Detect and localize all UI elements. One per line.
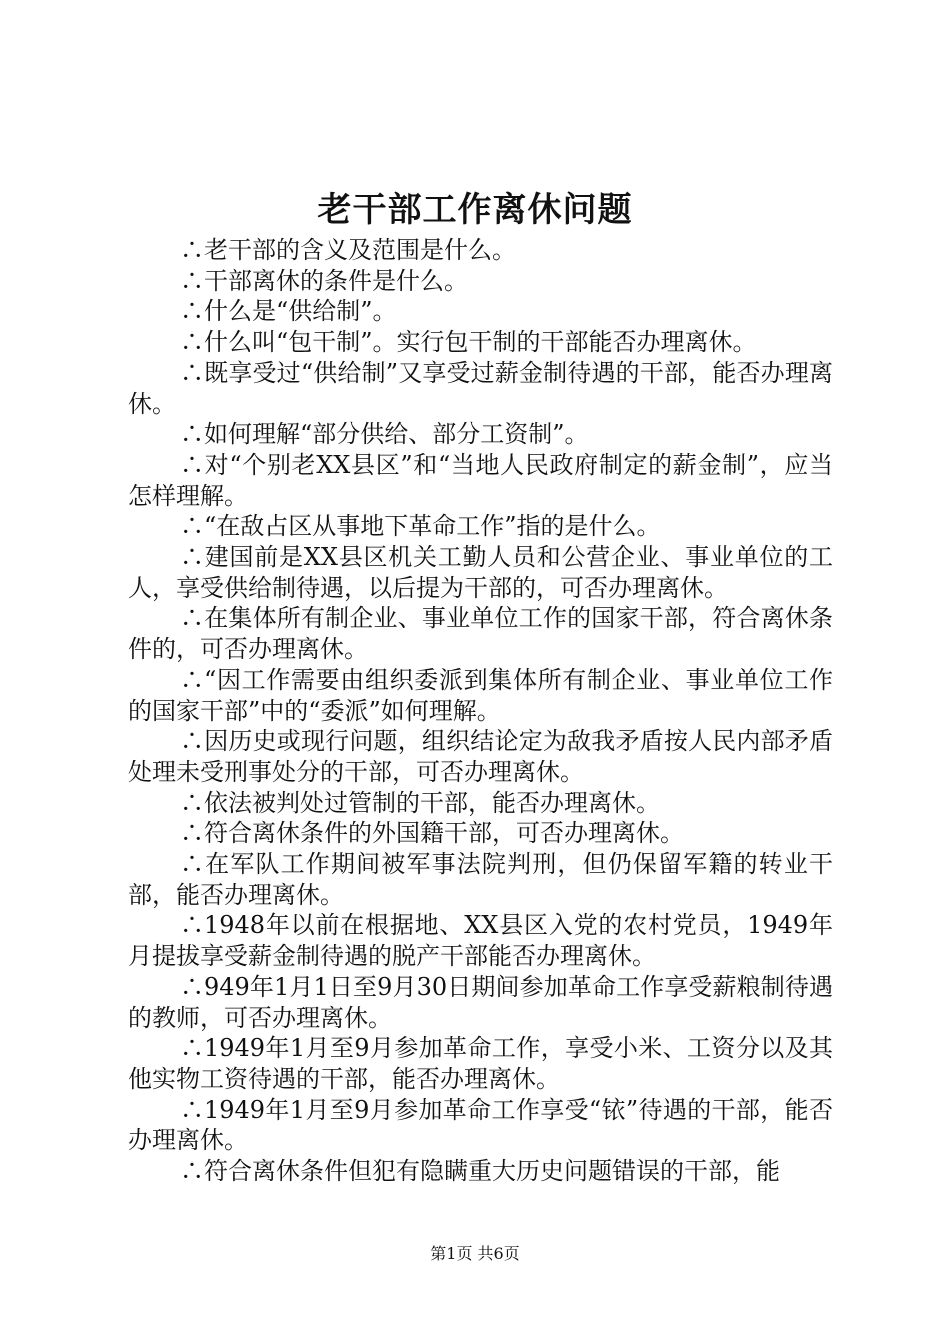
page-number-footer: 第1页 共6页	[430, 1244, 520, 1263]
paragraph: ∴对“个别老XX县区”和“当地人民政府制定的薪金制”，应当怎样理解。	[128, 450, 833, 510]
paragraph: ∴因历史或现行问题，组织结论定为敌我矛盾按人民内部矛盾处理未受刑事处分的干部，可否办理离休。	[128, 727, 833, 786]
paragraph: ∴在军队工作期间被军事法院判刑，但仍保留军籍的转业干部，能否办理离休。	[128, 850, 833, 909]
paragraph: ∴1949年1月至9月参加革命工作享受“铱”待遇的干部，能否办理离休。	[128, 1095, 833, 1155]
paragraph: ∴老干部的含义及范围是什么。	[180, 236, 516, 264]
paragraph: ∴干部离休的条件是什么。	[180, 266, 468, 295]
paragraph: ∴符合离休条件的外国籍干部，可否办理离休。	[180, 819, 684, 848]
paragraph: ∴既享受过“供给制”又享受过薪金制待遇的干部，能否办理离休。	[128, 358, 833, 418]
document-body	[128, 235, 833, 1187]
paragraph: ∴“因工作需要由组织委派到集体所有制企业、事业单位工作的国家干部”中的“委派”如何理解。	[128, 665, 833, 725]
paragraph: ∴什么是“供给制”。	[180, 297, 397, 326]
paragraph: ∴建国前是XX县区机关工勤人员和公营企业、事业单位的工人，享受供给制待遇，以后提为干部的，可否办理离休。	[128, 543, 833, 602]
paragraph: ∴在集体所有制企业、事业单位工作的国家干部，符合离休条件的，可否办理离休。	[128, 604, 833, 664]
document-title: 老干部工作离休问题	[317, 190, 633, 230]
paragraph: ∴949年1月1日至9月30日期间参加革命工作享受薪粮制待遇的教师，可否办理离休。	[128, 972, 833, 1032]
paragraph: ∴依法被判处过管制的干部，能否办理离休。	[180, 788, 660, 817]
paragraph: ∴1949年1月至9月参加革命工作，享受小米、工资分以及其他实物工资待遇的干部，能否办理离休。	[128, 1034, 833, 1093]
paragraph: ∴符合离休条件但犯有隐瞒重大历史问题错误的干部，能	[180, 1157, 780, 1186]
paragraph: ∴“在敌占区从事地下革命工作”指的是什么。	[180, 512, 661, 541]
paragraph: ∴如何理解“部分供给、部分工资制”。	[180, 420, 589, 449]
paragraph: ∴1948年以前在根据地、XX县区入党的农村党员，1949年月提拔享受薪金制待遇的脱产干部能否办理离休。	[128, 911, 833, 971]
paragraph: ∴什么叫“包干制”。实行包干制的干部能否办理离休。	[180, 328, 757, 357]
